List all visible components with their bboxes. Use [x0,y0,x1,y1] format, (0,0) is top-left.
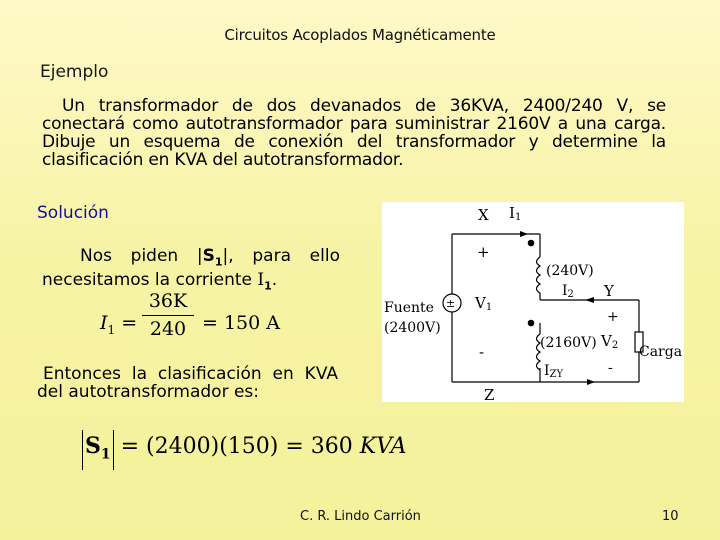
v2-label: V2 [601,332,619,351]
solution-heading: Solución [37,203,109,223]
footer-author: C. R. Lindo Carrión [300,509,421,524]
load-label: Carga [639,344,683,360]
eq2-unit: KVA [359,434,407,459]
circuit-diagram [382,202,684,402]
upper-winding [537,257,541,300]
apparent-power-symbol: S [202,246,215,266]
apparent-power-magnitude [82,430,114,470]
eq1-lhs-sub: 1 [107,322,116,337]
solution-p1-middle: |, para ello necesitamos la corriente [42,246,340,291]
solution-paragraph-2 [37,365,338,401]
source-voltage-label: (2400V) [384,320,441,336]
fraction-bar [142,315,194,316]
upper-winding-voltage: (240V) [546,263,594,279]
v1-label: V1 [475,294,493,313]
autotransformer-circuit [382,202,684,402]
equation-1-fraction [142,290,194,340]
i2-label: I2 [562,283,574,300]
minus-left-label: - [479,343,485,361]
plus-top-label: + [477,243,490,261]
lower-winding-voltage: (2160V) [540,335,597,351]
eq1-denominator: 240 [149,318,187,340]
source-polarity-symbol: ± [446,297,456,310]
eq1-equals: = [121,312,138,334]
eq1-numerator: 36K [148,290,188,312]
current-arrows [520,231,595,385]
eq2-sub: 1 [100,446,111,463]
page-number: 10 [662,509,679,524]
source-label: Fuente [384,300,434,316]
minus-right-label: - [608,360,613,376]
plus-right-label: + [607,309,619,325]
eq1-result: = 150 A [202,312,280,334]
eq1-lhs-symbol: I [100,312,108,334]
solution-paragraph-1 [42,247,340,296]
eq2-expression: = (2400)(150) = 360 [113,434,360,459]
apparent-power-sub: 1 [214,255,223,269]
current-sub: 1 [264,279,272,293]
node-z-label: Z [484,386,495,402]
node-y-label: Y [604,282,614,300]
problem-statement [42,97,666,169]
current-symbol: I [257,270,265,291]
izy-label: IZY [544,363,564,380]
problem-text: Un transformador de dos devanados de 36KVA, 2400/240 V, se conectará como autotransformador para suministrar 2160V a una carga. Dibuje un esquema de conexión del transformador y determine la clasificación en KVA del autotransformador. [42,96,666,170]
node-x-label: X [478,206,489,224]
polarity-dots [528,240,535,327]
example-heading: Ejemplo [40,62,109,82]
equation-1-lhs [100,312,137,337]
windings [537,257,541,370]
solution-p1-before: Nos piden | [80,246,203,266]
i1-label: I1 [509,204,522,223]
eq2-symbol: S [85,433,101,459]
slide-title: Circuitos Acoplados Magnéticamente [224,26,496,44]
solution-p1-after: . [271,270,278,291]
kva-equation [82,430,407,466]
solution-p2-text: Entonces la clasificación en KVA del autotransformador es: [37,364,338,402]
